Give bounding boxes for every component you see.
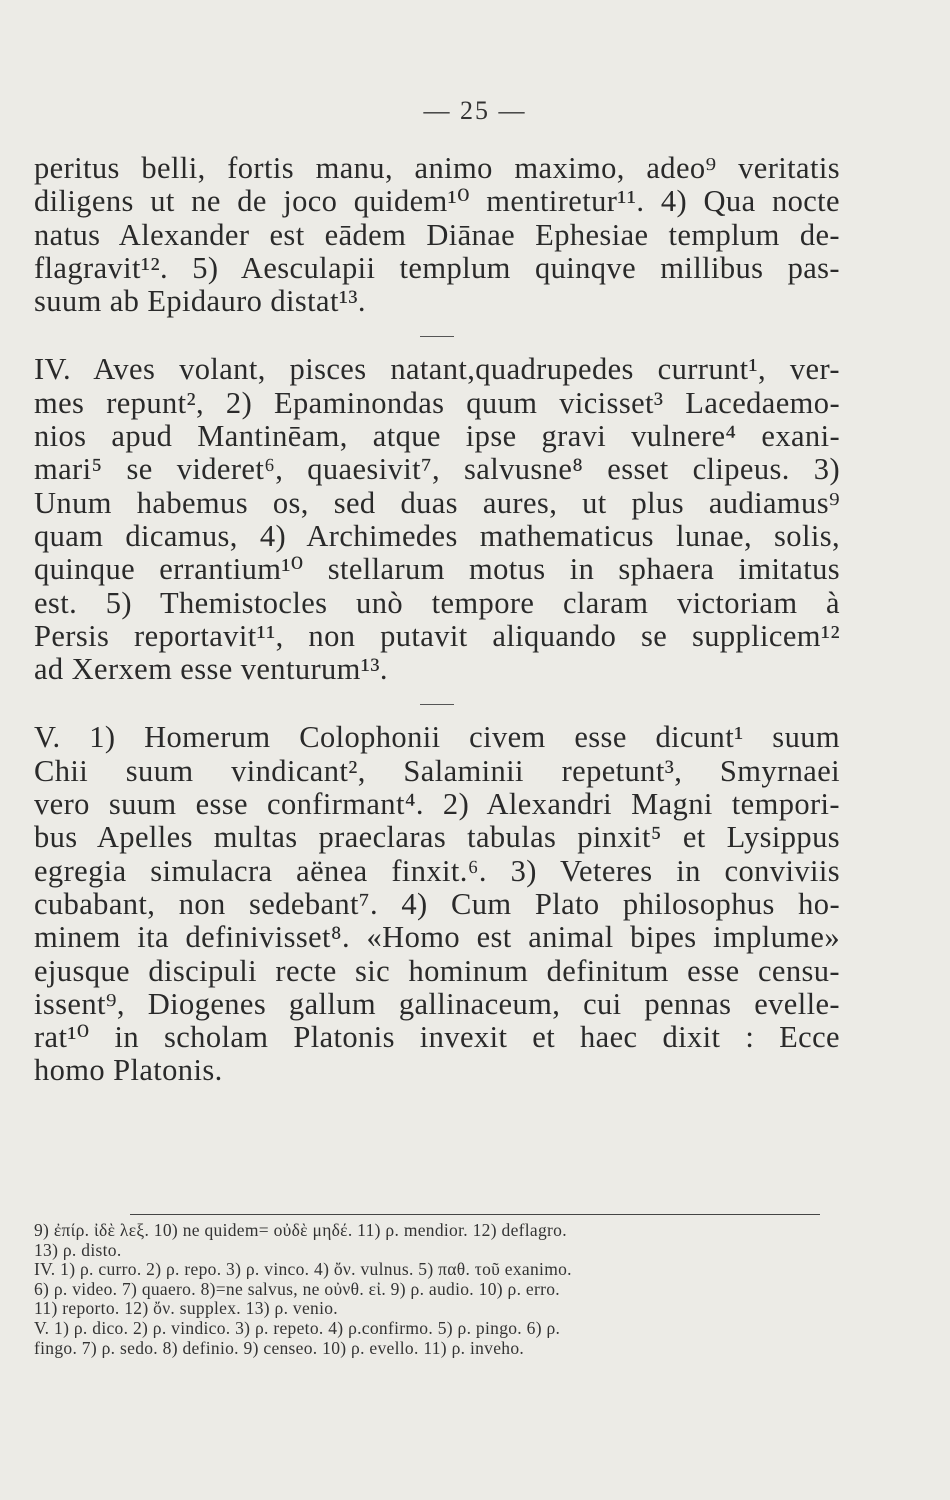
text-line: Chii suum vindicant², Salaminii repetunt³, Smyrnaei bbox=[34, 753, 840, 788]
text-line: V. 1) Homerum Colophonii civem esse dicunt¹ suum bbox=[34, 720, 840, 755]
text-line: natus Alexander est eādem Diānae Ephesiae templum de- bbox=[34, 217, 840, 252]
text-line: peritus belli, fortis manu, animo maximo, adeo⁹ veritatis bbox=[34, 151, 840, 185]
footnote-line: 13) ρ. disto. bbox=[34, 1239, 122, 1260]
text-line: nios apud Mantinēam, atque ipse gravi vulnere⁴ exani- bbox=[34, 419, 840, 454]
text-line: homo Platonis. bbox=[34, 1053, 223, 1088]
footnote-line: V. 1) ρ. dico. 2) ρ. vindico. 3) ρ. repeto. 4) ρ.confirmo. 5) ρ. pingo. 6) ρ. bbox=[34, 1317, 561, 1338]
text-line: issent⁹, Diogenes gallum gallinaceum, cui pennas evelle- bbox=[34, 986, 840, 1021]
text-line: rat¹⁰ in scholam Platonis invexit et haec dixit : Ecce bbox=[34, 1020, 840, 1055]
text-line: mes repunt², 2) Epaminondas quum vicisset³ Lacedaemo- bbox=[34, 385, 840, 420]
text-line: Unum habemus os, sed duas aures, ut plus audiamus⁹ bbox=[34, 485, 840, 520]
page-number: — 25 — bbox=[423, 96, 527, 125]
text-line: IV. Aves volant, pisces natant,quadrupedes currunt¹, ver- bbox=[34, 352, 840, 387]
text-line: cubabant, non sedebant⁷. 4) Cum Plato philosophus ho- bbox=[34, 886, 840, 921]
main-text bbox=[34, 152, 840, 1088]
text-line: diligens ut ne de joco quidem¹⁰ mentiretur¹¹. 4) Qua nocte bbox=[34, 184, 840, 219]
text-line: egregia simulacra aënea finxit.⁶. 3) Veteres in conviviis bbox=[34, 853, 840, 888]
text-line: minem ita definivisset⁸. «Homo est animal bipes implume» bbox=[34, 920, 840, 955]
footnote-line: fingo. 7) ρ. sedo. 8) definio. 9) censeo. 10) ρ. evello. 11) ρ. inveho. bbox=[34, 1337, 525, 1358]
section-divider bbox=[420, 336, 454, 337]
text-line: flagravit¹². 5) Aesculapii templum quinqve millibus pas- bbox=[34, 250, 840, 285]
section-divider bbox=[420, 704, 454, 705]
paragraph-1 bbox=[34, 152, 840, 318]
footnote-line: IV. 1) ρ. curro. 2) ρ. repo. 3) ρ. vinco. 4) ὄν. vulnus. 5) παθ. τοῦ exanimo. bbox=[34, 1259, 572, 1280]
paragraph-2 bbox=[34, 353, 840, 686]
text-line: mari⁵ se videret⁶, quaesivit⁷, salvusne⁸ esset clipeus. 3) bbox=[34, 452, 840, 487]
footnote-line: 6) ρ. video. 7) quaero. 8)=ne salvus, ne οὐνθ. εἰ. 9) ρ. audio. 10) ρ. erro. bbox=[34, 1278, 560, 1299]
text-line: ad Xerxem esse venturum¹³. bbox=[34, 652, 388, 687]
text-line: quinque errantium¹⁰ stellarum motus in sphaera imitatus bbox=[34, 552, 840, 587]
text-line: quam dicamus, 4) Archimedes mathematicus lunae, solis, bbox=[34, 518, 840, 553]
text-line: est. 5) Themistocles unò tempore claram victoriam à bbox=[34, 585, 840, 620]
footnote-rule bbox=[130, 1214, 820, 1215]
text-line: Persis reportavit¹¹, non putavit aliquando se supplicem¹² bbox=[34, 618, 840, 653]
text-line: vero suum esse confirmant⁴. 2) Alexandri Magni tempori- bbox=[34, 787, 840, 822]
footnote-line: 11) reporto. 12) ὄν. supplex. 13) ρ. venio. bbox=[34, 1298, 338, 1319]
footnotes bbox=[34, 1221, 840, 1358]
footnote-line: 9) ἐπίρ. ἰδὲ λεξ. 10) ne quidem= οὐδὲ μηδέ. 11) ρ. mendior. 12) deflagro. bbox=[34, 1220, 567, 1240]
paragraph-3 bbox=[34, 721, 840, 1087]
text-line: suum ab Epidauro distat¹³. bbox=[34, 284, 366, 319]
text-line: ejusque discipuli recte sic hominum definitum esse censu- bbox=[34, 953, 840, 988]
text-line: bus Apelles multas praeclaras tabulas pinxit⁵ et Lysippus bbox=[34, 820, 840, 855]
